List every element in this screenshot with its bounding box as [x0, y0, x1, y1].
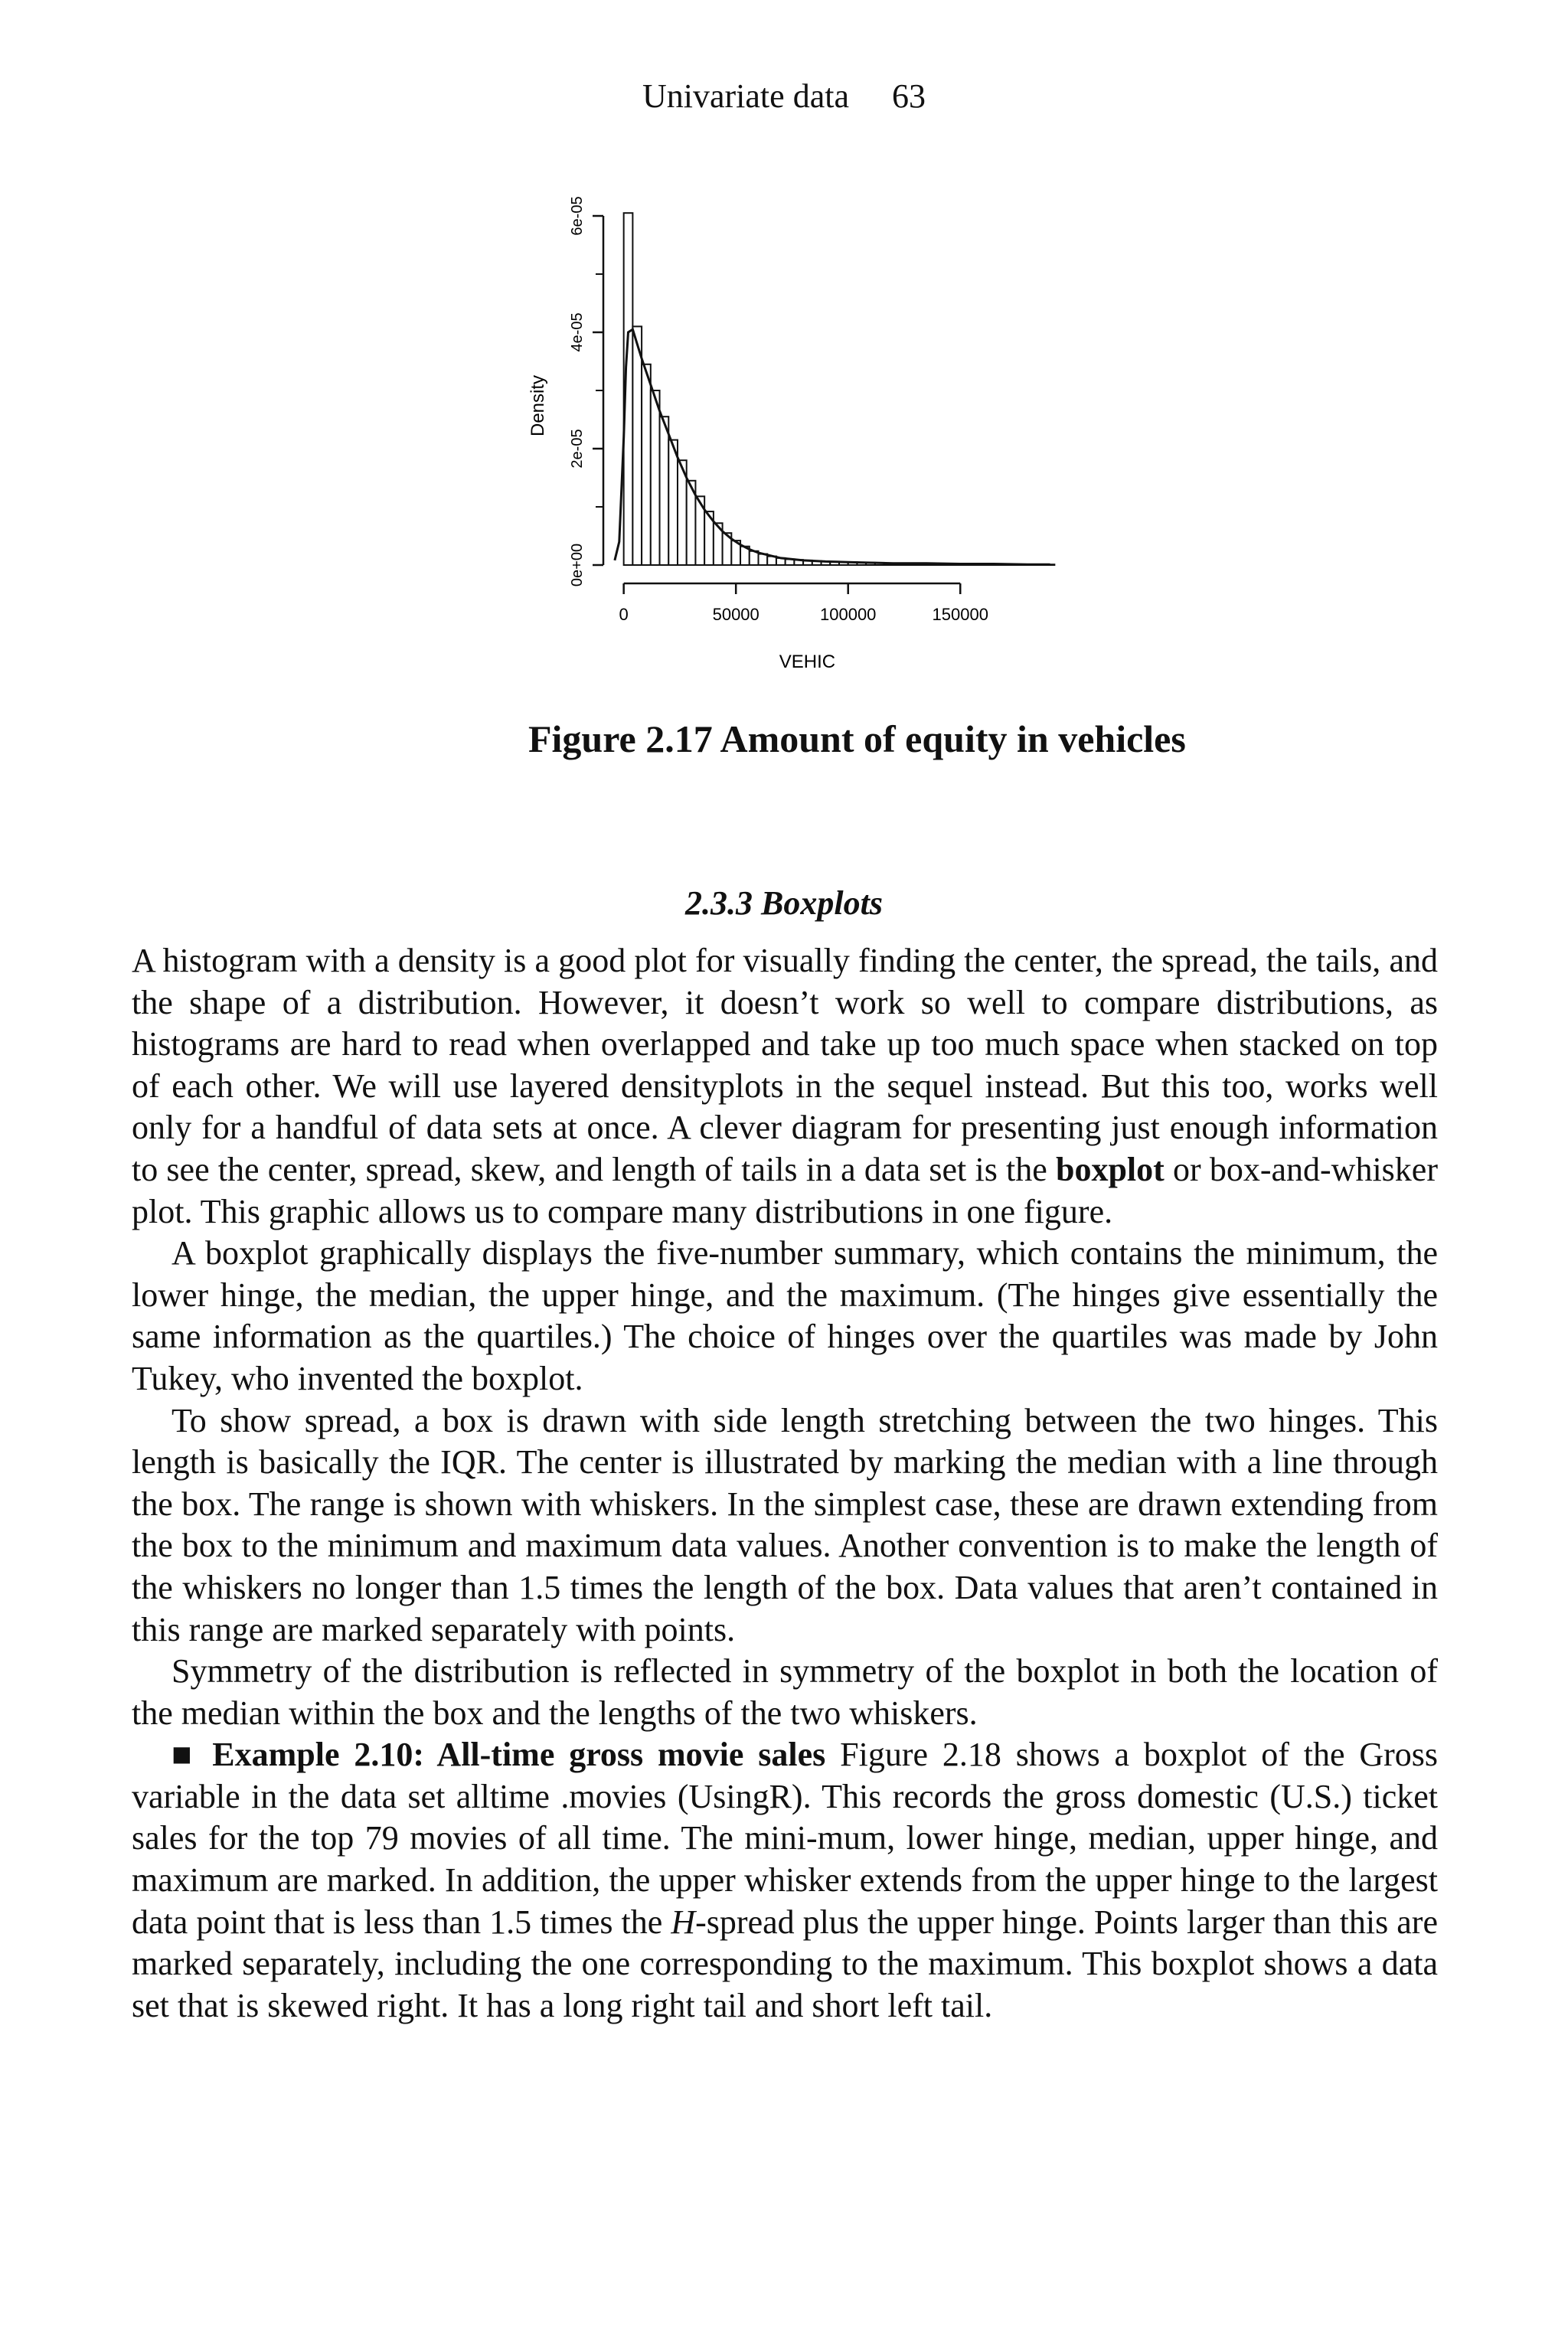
running-head-title: Univariate data	[642, 77, 849, 115]
histogram-bars	[624, 213, 1055, 565]
y-axis-label: Density	[528, 374, 548, 437]
paragraph-2: A boxplot graphically displays the five-number summary, which contains the minimum, the lower hinge, the median, the upper hinge, and the maximum. (The hinges give essentially the same information as the quartiles.) The choice of hinges over the quartiles was made by John Tukey, who invented the boxplot.	[132, 1234, 1438, 1397]
example-heading: Example 2.10: All-time gross movie sales	[212, 1736, 826, 1774]
paragraph-4: Symmetry of the distribution is reflected in symmetry of the boxplot in both the location of the median within the box and the lengths of the two whiskers.	[132, 1652, 1438, 1732]
paragraph-5-text-b: -spread plus the upper hinge. Points larger than this are marked separately, including the one corresponding to the maximum. This boxplot shows a data set that is skewed right. It has a long right tail and short left tail.	[132, 1903, 1438, 2024]
paragraph-3: To show spread, a box is drawn with side length stretching between the two hinges. This length is basically the IQR. The center is illustrated by marking the median with a line through the box. The range is shown with whiskers. In the simplest case, these are drawn extending from the box to the minimum and maximum data values. Another convention is to make the length of the whiskers no longer than 1.5 times the length of the box. Data values that aren’t contained in this range are marked separately with points.	[132, 1401, 1438, 1648]
histogram-bar	[651, 390, 660, 565]
y-tick-label: 4e-05	[569, 312, 586, 352]
term-boxplot: boxplot	[1055, 1150, 1165, 1188]
running-head	[0, 74, 1568, 119]
y-tick-label: 6e-05	[569, 196, 586, 236]
paragraph-5	[132, 1734, 1438, 2027]
y-axis	[569, 196, 603, 586]
histogram-figure	[490, 191, 1072, 697]
histogram-bar	[632, 326, 642, 565]
histogram-bar	[668, 440, 678, 565]
figure-caption: Figure 2.17 Amount of equity in vehicles	[528, 717, 1186, 760]
histogram-chart	[490, 191, 1072, 697]
paragraph-5-text-a: Figure 2.18 shows a boxplot of the Gross variable in the data set alltime .movies (UsingR). This records the gross domestic (U.S.) ticket sales for the top 79 movies of all time. The mini-mum, lower hinge, median, upper hinge, and maximum are marked. In addition, the upper whisker extends from the upper hinge to the largest data point that is less than 1.5 times the	[132, 1736, 1438, 1941]
histogram-bar	[660, 416, 669, 565]
y-tick-label: 2e-05	[569, 429, 586, 469]
paragraph-1-text-b: or box-and-whisker plot. This graphic allows us to compare many distributions in one figure.	[132, 1150, 1438, 1230]
x-tick-label: 0	[619, 605, 629, 624]
paragraph-1-text-a: A histogram with a density is a good plot for visually finding the center, the spread, the tails, and the shape of a distribution. However, it doesn’t work so well to compare distributions, as histograms are hard to read when overlapped and take up too much space when stacked on top of each other. We will use layered densityplots in the sequel instead. But this too, works well only for a handful of data sets at once. A clever diagram for presenting just enough information to see the center, spread, skew, and length of tails in a data set is the	[132, 942, 1438, 1188]
h-spread-symbol: H	[671, 1903, 696, 1941]
x-tick-label: 100000	[820, 605, 877, 624]
x-tick-label: 150000	[932, 605, 988, 624]
section-title: 2.3.3 Boxplots	[685, 884, 883, 922]
x-axis	[619, 583, 988, 624]
paragraph-1	[132, 940, 1438, 1233]
histogram-bar	[642, 364, 651, 565]
example-marker-icon: ■	[172, 1736, 198, 1774]
page-number: 63	[891, 77, 926, 115]
body-text	[132, 940, 1438, 2027]
y-tick-label: 0e+00	[569, 543, 586, 587]
x-tick-label: 50000	[712, 605, 760, 624]
x-axis-label: VEHIC	[779, 652, 836, 672]
